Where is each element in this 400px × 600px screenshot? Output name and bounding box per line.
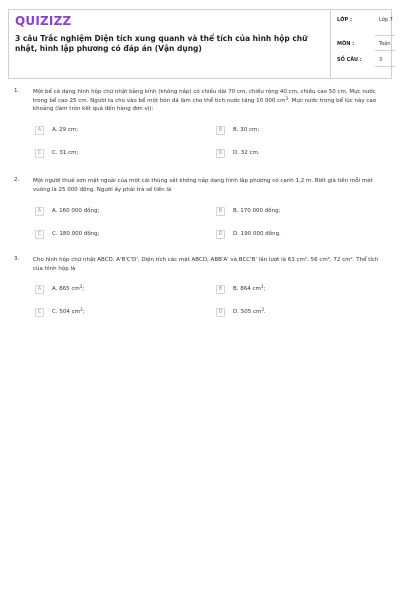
option-letter-box: B [216,126,225,135]
option-text: C. 504 $cm^3$; [52,307,85,315]
question-number: 2. [14,177,20,183]
header-divider [330,10,331,78]
option-text: B. 30 cm; [233,127,260,133]
option-letter-box: C [35,149,44,158]
option-letter-box: D [216,230,225,239]
class-underline [375,35,395,36]
question-number: 1. [14,88,20,94]
subject-underline [375,50,395,51]
question-text: Một bể cá dạng hình hộp chữ nhật bằng kính (không nắp) có chiều dài 70 cm, chiều rộng 40 cm, chiều cao 50 cm. Mực nước trong bể cao 25 cm. Người ta cho vào bể một hòn đá làm cho thể tích nước tăng 10 000 $cm^3$. Mực nước trong bể lúc này cao khoảng (làm tròn kết quả đến hàng đơn vị): [33,89,377,112]
option-text: D. 32 cm. [233,150,260,156]
option-text: A. 865 $cm^3$; [52,284,85,292]
worksheet-title: 3 câu Trắc nghiệm Diện tích xung quanh và thể tích của hình hộp chữ nhật, hình lập phương có đáp án (Vận dụng) [15,34,308,53]
subject-value: Toán [379,41,391,47]
quizizz-logo: QUIZIZZ [15,14,72,28]
option-letter-box: A [35,285,44,294]
option-letter-box: A [35,207,44,216]
question-number: 3. [14,256,20,262]
option-text: C. 180 000 đồng; [52,231,100,237]
option-text: B. 170 000 đồng; [233,208,281,214]
question-count-value: 3 [379,57,383,63]
option-letter-box: B [216,285,225,294]
option-text: D. 190 000 đồng. [233,231,281,237]
option-letter-box: D [216,308,225,317]
question-text: Cho hình hộp chữ nhật ABCD. A'B'C'D'. Diện tích các mặt ABCD, ABB'A' và BCC'B' lần lượt là 63 cm², 56 cm², 72 cm². Thể tích của hình hộp là [33,257,379,272]
option-letter-box: D [216,149,225,158]
option-text: B. 864 $cm^3$; [233,284,266,292]
subject-label: MÔN : [337,41,355,47]
worksheet-header [8,9,392,79]
question-count-underline [375,66,395,67]
option-letter-box: B [216,207,225,216]
question-text: Một người thuê sơn mặt ngoài của một cái thùng sắt không nắp dạng hình lập phương có cạnh 1,2 m. Biết giá tiền mỗi mét vuông là 25 000 đồng. Người ấy phải trả số tiền là [33,178,373,193]
option-text: D. 505 $cm^3$. [233,307,266,315]
option-text: A. 160 000 đồng; [52,208,100,214]
option-letter-box: C [35,230,44,239]
option-text: C. 31 cm; [52,150,79,156]
option-letter-box: A [35,126,44,135]
class-label: LỚP : [337,17,352,23]
class-value: Lớp 7 [379,17,393,23]
option-text: A. 29 cm; [52,127,79,133]
option-letter-box: C [35,308,44,317]
question-count-label: SỐ CÂU : [337,57,362,63]
